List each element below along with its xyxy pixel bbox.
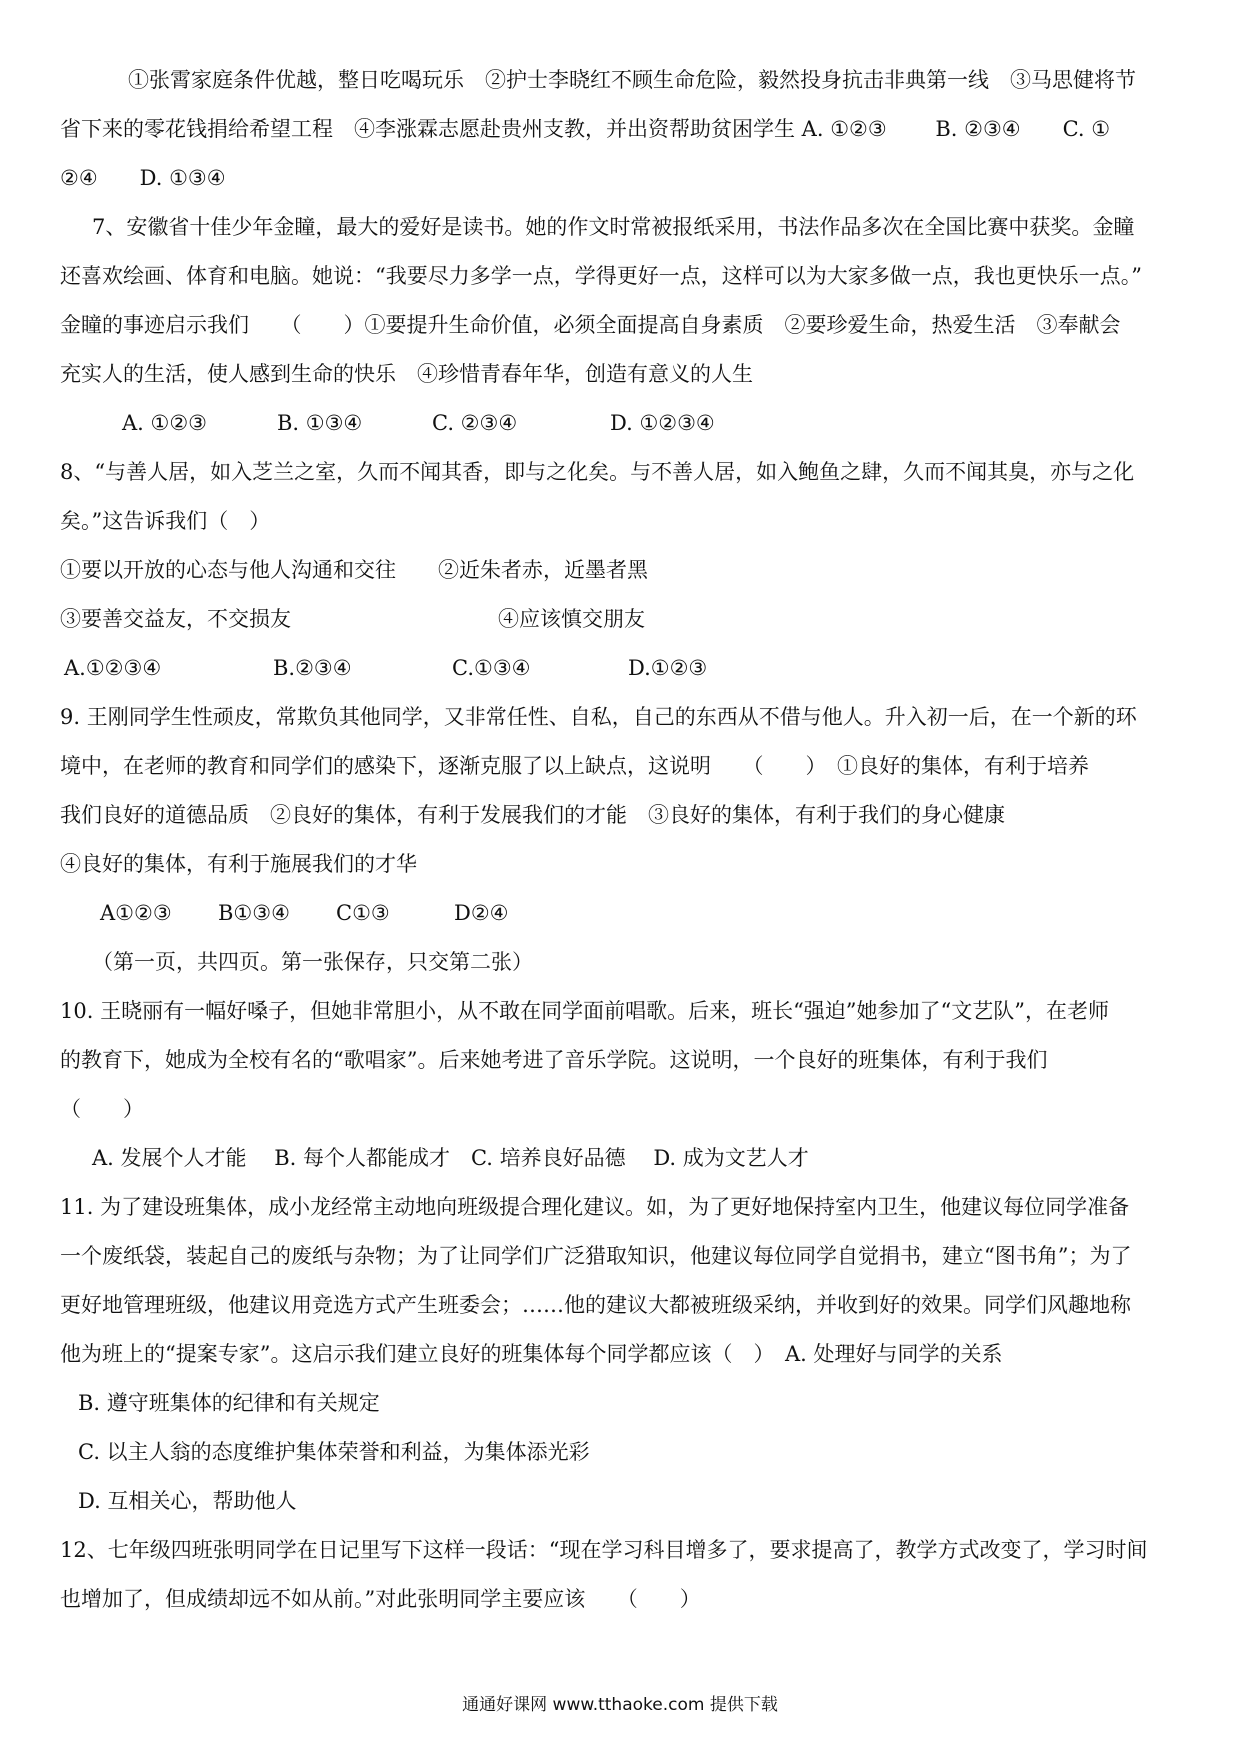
q10-choices: A. 发展个人才能 B. 每个人都能成才 C. 培养良好品德 D. 成为文艺人才	[92, 1146, 809, 1170]
q7-choice-b: B. ①③④	[277, 411, 363, 435]
q11-choice-c: C. 以主人翁的态度维护集体荣誉和利益，为集体添光彩	[78, 1440, 590, 1464]
q7-choice-a: A. ①②③	[122, 411, 207, 435]
q7-choice-c: C. ②③④	[432, 411, 518, 435]
q9-choice-b: B①③④	[218, 901, 290, 925]
q11-text-line-1: 11. 为了建设班集体，成小龙经常主动地向班级提合理化建议。如，为了更好地保持室内卫生，他建议每位同学准备	[60, 1195, 1130, 1219]
q8-statement-1-2: ①要以开放的心态与他人沟通和交往 ②近朱者赤，近墨者黑	[60, 558, 648, 582]
q8-choices	[60, 644, 1190, 693]
q9-text-line-2: 境中，在老师的教育和同学们的感染下，逐渐克服了以上缺点，这说明 （ ） ①良好的集体，有利于培养	[60, 754, 1089, 778]
q9-text-line-4: ④良好的集体，有利于施展我们的才华	[60, 852, 417, 876]
q11-text-line-2: 一个废纸袋，装起自己的废纸与杂物；为了让同学们广泛猎取知识，他建议每位同学自觉捐书，建立“图书角”；为了	[60, 1244, 1132, 1268]
q7-text-line-4: 充实人的生活，使人感到生命的快乐 ④珍惜青春年华，创造有意义的人生	[60, 362, 753, 386]
q8-statement-3: ③要善交益友，不交损友	[60, 607, 291, 631]
q8-choice-c: C.①③④	[452, 656, 531, 680]
q6-options-line-1: ①张霄家庭条件优越，整日吃喝玩乐 ②护士李晓红不顾生命危险，毅然投身抗击非典第一线 ③马思健将节	[128, 68, 1136, 92]
q10-text-line-1: 10. 王晓丽有一幅好嗓子，但她非常胆小，从不敢在同学面前唱歌。后来，班长“强迫”她参加了“文艺队”，在老师	[60, 999, 1110, 1023]
q9-choice-c: C①③	[336, 901, 390, 925]
q11-choice-b: B. 遵守班集体的纪律和有关规定	[78, 1391, 380, 1415]
q12-text-line-1: 12、七年级四班张明同学在日记里写下这样一段话：“现在学习科目增多了，要求提高了，教学方式改变了，学习时间	[60, 1538, 1148, 1562]
document-body	[60, 56, 1190, 1624]
q9-choices	[60, 889, 1190, 938]
q9-choice-d: D②④	[454, 901, 509, 925]
q10-text-line-3: （ ）	[60, 1097, 144, 1121]
q10-text-line-2: 的教育下，她成为全校有名的“歌唱家”。后来她考进了音乐学院。这说明，一个良好的班集体，有利于我们	[60, 1048, 1048, 1072]
q7-choices	[60, 399, 1190, 448]
q11-text-line-3: 更好地管理班级，他建议用竞选方式产生班委会；……他的建议大都被班级采纳，并收到好的效果。同学们风趣地称	[60, 1293, 1131, 1317]
q8-text-line-2: 矣。”这告诉我们（ ）	[60, 509, 271, 533]
q8-statement-4: ④应该慎交朋友	[498, 607, 645, 631]
q8-choice-d: D.①②③	[628, 656, 708, 680]
q7-text-line-1: 7、安徽省十佳少年金瞳，最大的爱好是读书。她的作文时常被报纸采用，书法作品多次在全国比赛中获奖。金瞳	[92, 215, 1135, 239]
q11-choice-d: D. 互相关心，帮助他人	[78, 1489, 297, 1513]
q8-statement-3-4	[60, 595, 1190, 644]
q9-text-line-3: 我们良好的道德品质 ②良好的集体，有利于发展我们的才能 ③良好的集体，有利于我们的身心健康	[60, 803, 1005, 827]
q9-text-line-1: 9. 王刚同学生性顽皮，常欺负其他同学，又非常任性、自私，自己的东西从不借与他人。升入初一后，在一个新的环	[60, 705, 1137, 729]
page-footer: 通通好课网 www.tthaoke.com 提供下载	[462, 1695, 778, 1715]
q7-choice-d: D. ①②③④	[610, 411, 715, 435]
q8-choice-b: B.②③④	[273, 656, 352, 680]
q11-text-line-4: 他为班上的“提案专家”。这启示我们建立良好的班集体每个同学都应该（ ） A. 处理好与同学的关系	[60, 1342, 1003, 1366]
page-note: （第一页，共四页。第一张保存，只交第二张）	[92, 950, 533, 974]
q7-text-line-2: 还喜欢绘画、体育和电脑。她说：“我要尽力多学一点，学得更好一点，这样可以为大家多做一点，我也更快乐一点。”	[60, 264, 1142, 288]
q7-text-line-3: 金瞳的事迹启示我们 （ ）①要提升生命价值，必须全面提高自身素质 ②要珍爱生命，热爱生活 ③奉献会	[60, 313, 1121, 337]
q9-choice-a: A①②③	[100, 901, 172, 925]
q12-text-line-2: 也增加了，但成绩却远不如从前。”对此张明同学主要应该 （ ）	[60, 1587, 701, 1611]
q8-choice-a: A.①②③④	[64, 656, 162, 680]
q6-options-line-2: 省下来的零花钱捐给希望工程 ④李涨霖志愿赴贵州支教，并出资帮助贫困学生 A. ①②③ B. ②③④ C. ①	[60, 117, 1111, 141]
q6-options-line-3: ②④ D. ①③④	[60, 166, 226, 190]
q8-text-line-1: 8、“与善人居，如入芝兰之室，久而不闻其香，即与之化矣。与不善人居，如入鲍鱼之肆，久而不闻其臭，亦与之化	[60, 460, 1135, 484]
